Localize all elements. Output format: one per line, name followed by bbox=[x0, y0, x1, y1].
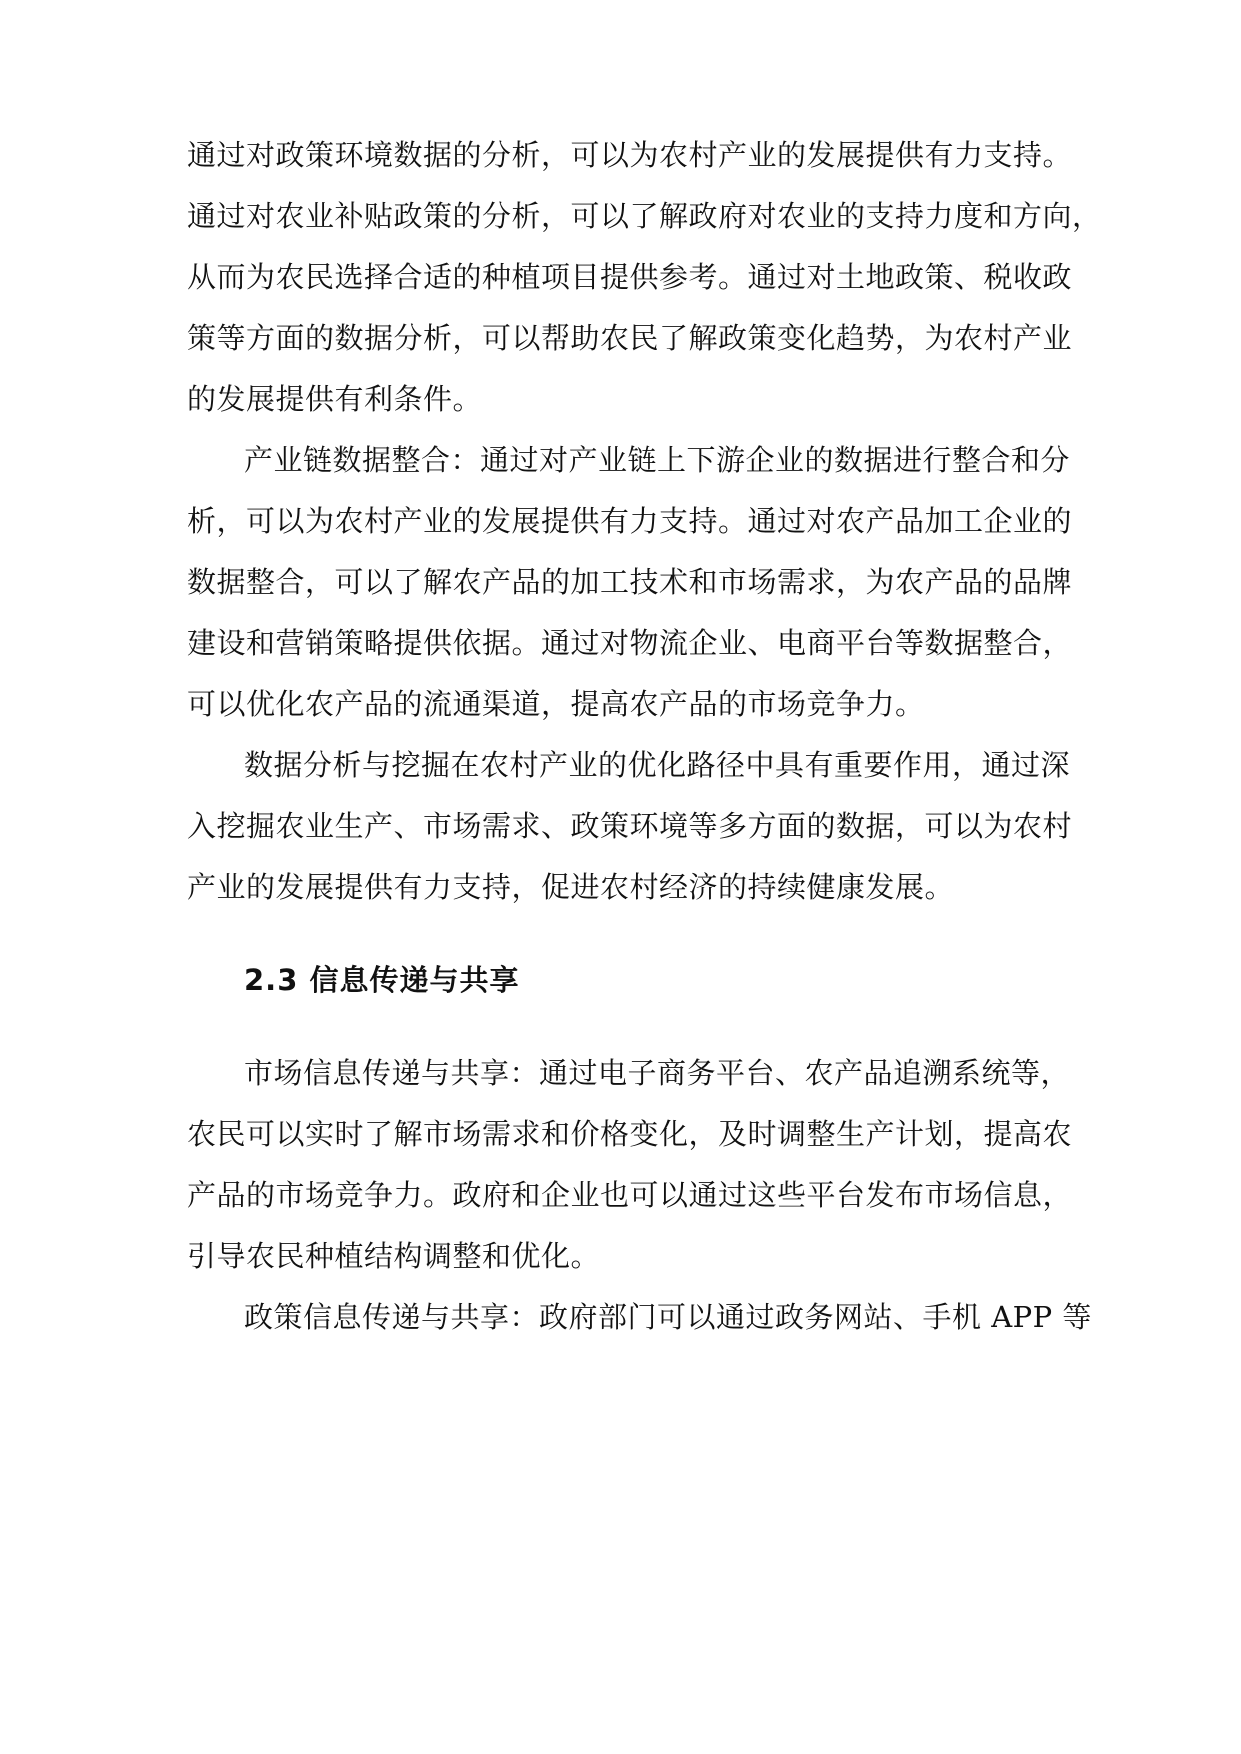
text-line: 策等方面的数据分析，可以帮助农民了解政策变化趋势，为农村产业 bbox=[187, 321, 1073, 355]
text-line: 的发展提供有利条件。 bbox=[187, 382, 483, 416]
text-line: 市场信息传递与共享：通过电子商务平台、农产品追溯系统等， bbox=[244, 1056, 1071, 1090]
text-line: 入挖掘农业生产、市场需求、政策环境等多方面的数据，可以为农村 bbox=[187, 809, 1073, 843]
text-line: 通过对政策环境数据的分析，可以为农村产业的发展提供有力支持。 bbox=[187, 138, 1073, 172]
section-heading: 2.3 信息传递与共享 bbox=[244, 963, 520, 997]
text-line: 数据分析与挖掘在农村产业的优化路径中具有重要作用，通过深 bbox=[244, 748, 1071, 782]
text-line: 产品的市场竞争力。政府和企业也可以通过这些平台发布市场信息， bbox=[187, 1178, 1073, 1212]
text-line: 建设和营销策略提供依据。通过对物流企业、电商平台等数据整合， bbox=[187, 626, 1073, 660]
text-line: 数据整合，可以了解农产品的加工技术和市场需求，为农产品的品牌 bbox=[187, 565, 1073, 599]
text-line: 通过对农业补贴政策的分析，可以了解政府对农业的支持力度和方向， bbox=[187, 199, 1102, 233]
text-line: 析，可以为农村产业的发展提供有力支持。通过对农产品加工企业的 bbox=[187, 504, 1073, 538]
text-line: 农民可以实时了解市场需求和价格变化，及时调整生产计划，提高农 bbox=[187, 1117, 1073, 1151]
text-line: 产业的发展提供有力支持，促进农村经济的持续健康发展。 bbox=[187, 870, 955, 904]
text-line: 可以优化农产品的流通渠道，提高农产品的市场竞争力。 bbox=[187, 687, 925, 721]
text-line: 从而为农民选择合适的种植项目提供参考。通过对土地政策、税收政 bbox=[187, 260, 1073, 294]
text-line: 产业链数据整合：通过对产业链上下游企业的数据进行整合和分 bbox=[244, 443, 1071, 477]
text-line: 引导农民种植结构调整和优化。 bbox=[187, 1239, 601, 1273]
text-line: 政策信息传递与共享：政府部门可以通过政务网站、手机 APP 等 bbox=[244, 1300, 1092, 1334]
